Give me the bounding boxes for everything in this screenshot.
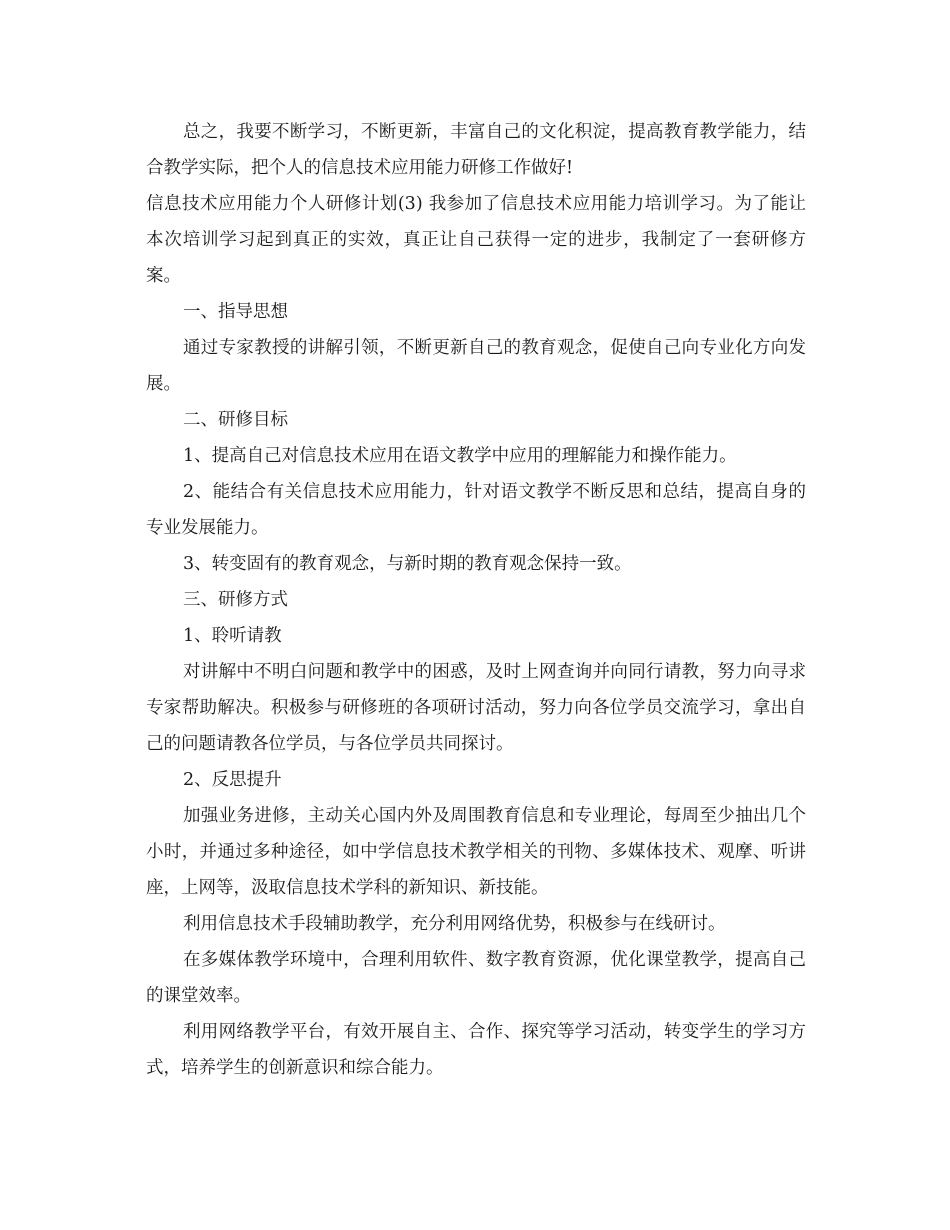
paragraph-reflect-improve: 加强业务进修，主动关心国内外及周围教育信息和专业理论，每周至少抽出几个小时，并通过多种途径，如中学信息技术教学相关的刊物、多媒体技术、观摩、听讲座，上网等，汲取信息技术学科的新知识、新技能。 — [146, 806, 806, 898]
paragraph-listen-ask: 对讲解中不明白问题和教学中的困惑，及时上网查询并向同行请教，努力向寻求专家帮助解决。积极参与研修班的各项研讨活动，努力向各位学员交流学习，拿出自己的问题请教各位学员，与各位学员共同探讨。 — [146, 662, 806, 754]
paragraph-online-platform: 利用网络教学平台，有效开展自主、合作、探究等学习活动，转变学生的学习方式，培养学生的创新意识和综合能力。 — [146, 1022, 806, 1078]
paragraph-it-assisted-teaching: 利用信息技术手段辅助教学，充分利用网络优势，积极参与在线研讨。 — [183, 914, 726, 934]
paragraph-plan-title: 信息技术应用能力个人研修计划(3) 我参加了信息技术应用能力培训学习。为了能让本次培训学习起到真正的实效，真正让自己获得一定的进步，我制定了一套研修方案。 — [146, 194, 806, 286]
section-heading-goals: 二、研修目标 — [183, 410, 288, 430]
subheading-reflect-improve: 2、反思提升 — [183, 770, 282, 790]
paragraph-conclusion: 总之，我要不断学习，不断更新，丰富自己的文化积淀，提高教育教学能力，结合教学实际，把个人的信息技术应用能力研修工作做好! — [146, 122, 806, 178]
subheading-listen-ask: 1、聆听请教 — [183, 626, 282, 646]
list-item-goal-2: 2、能结合有关信息技术应用能力，针对语文教学不断反思和总结，提高自身的专业发展能力。 — [146, 482, 806, 538]
paragraph-guiding-thought: 通过专家教授的讲解引领，不断更新自己的教育观念，促使自己向专业化方向发展。 — [146, 338, 806, 394]
section-heading-guiding-thought: 一、指导思想 — [183, 302, 288, 322]
section-heading-methods: 三、研修方式 — [183, 590, 288, 610]
document-body — [146, 114, 806, 1086]
list-item-goal-1: 1、提高自己对信息技术应用在语文教学中应用的理解能力和操作能力。 — [183, 446, 737, 466]
paragraph-multimedia-environment: 在多媒体教学环境中，合理利用软件、数字教育资源，优化课堂教学，提高自己的课堂效率。 — [146, 950, 806, 1006]
list-item-goal-3: 3、转变固有的教育观念，与新时期的教育观念保持一致。 — [183, 554, 632, 574]
